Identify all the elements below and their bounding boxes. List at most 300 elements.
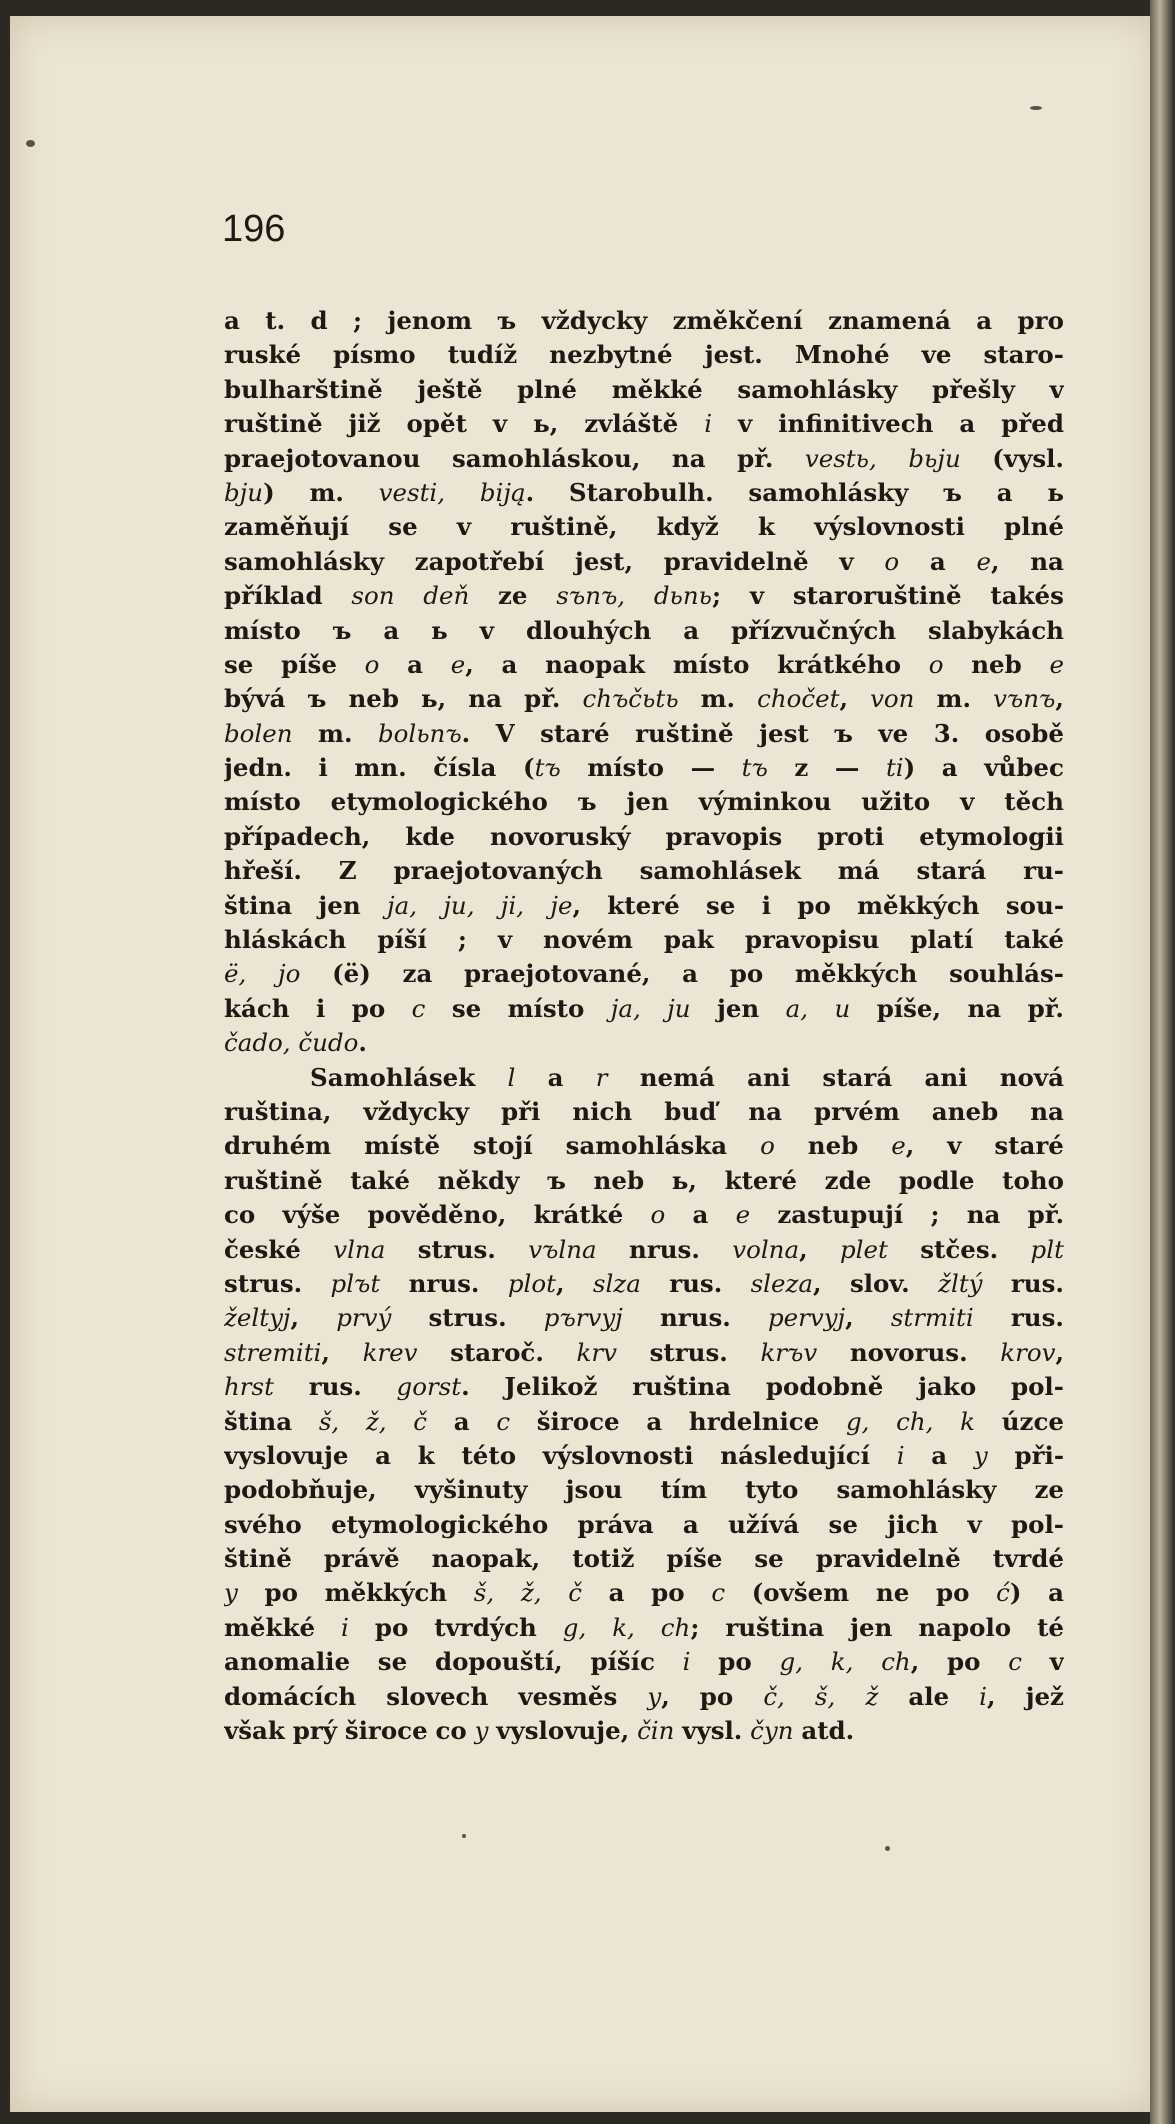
word: domácích [224,1681,357,1711]
word: etymologického [330,787,548,817]
word: vysl. [682,1716,743,1746]
word: ch; [660,1612,700,1642]
word: etymologického [331,1509,549,1539]
word: měkkých [324,1578,448,1608]
word: nezbytné [549,340,673,370]
word: na [967,993,1002,1023]
text-line [224,1026,1064,1060]
word: měkkých [794,959,918,989]
word: nrus. [408,1268,480,1298]
word: sъnъ, [556,581,626,611]
word: pol- [1011,1509,1064,1539]
word: ž, [365,1406,387,1436]
text-line [224,1405,1064,1439]
word: k [417,1440,435,1470]
text-line [224,579,1064,613]
word: stará [916,856,987,886]
text-line [224,1680,1064,1714]
word: úzce [1001,1406,1064,1436]
word: k [960,1406,976,1436]
word: písmo [333,340,416,370]
word: jsou [565,1475,623,1505]
word: přešly [932,374,1015,404]
word: plot, [507,1268,565,1298]
word: staré [994,1131,1064,1161]
text-line [224,1301,1064,1335]
word: o [760,1131,775,1161]
text-line [224,1439,1064,1473]
text-line [224,648,1064,682]
word: samohláska [565,1131,728,1161]
word: o [650,1200,666,1230]
word: staroruštině [792,581,962,611]
word: anomalie [224,1647,351,1677]
word: jen [850,1612,893,1642]
word: široce [536,1406,620,1436]
word: ; [457,925,467,955]
word: u [834,993,851,1023]
word: č [413,1406,428,1436]
word: místo [507,993,585,1023]
text-line [224,1336,1064,1370]
word: slov. [849,1268,910,1298]
word: naopak, [431,1544,541,1574]
word: ; [930,1200,940,1230]
word: při [501,1096,541,1126]
word: — [690,753,716,783]
word: kách [224,993,290,1023]
word: m. [936,684,971,714]
word: hrdelnice [688,1406,820,1436]
text-line [224,1267,1064,1301]
word: pravidelně [815,1544,961,1574]
word: prvý [336,1303,392,1333]
text-line [224,338,1064,372]
word: v [479,615,494,645]
word: strus. [649,1337,728,1367]
word: na [468,684,502,714]
word: ruština, [224,1096,332,1126]
word: krov, [1000,1337,1064,1367]
word: ština [224,890,293,920]
word: plné [517,374,578,404]
word: ruštině, [510,512,618,542]
word: ja, [387,890,417,920]
word: y [474,1716,489,1746]
word: a [224,306,240,335]
word: ch, [896,1406,934,1436]
word: (tъ [522,753,561,783]
word: místě [364,1131,441,1161]
word: pol- [1010,1372,1064,1402]
word: Starobulh. [568,477,714,507]
word: výše [282,1200,341,1230]
word: plъt [330,1268,381,1298]
word: ani [924,1062,968,1092]
word: př. [1027,1200,1064,1230]
word: české [224,1234,301,1264]
text-line [224,785,1064,819]
word: pak [663,925,714,955]
word: vůbec [984,753,1064,783]
word: samohlásky [224,546,384,576]
word: plt [1030,1234,1064,1264]
word: biją. [479,477,535,507]
word: dьnь; [653,581,722,611]
word: ъ [577,787,597,817]
word: novoruský [490,821,631,851]
text-line [224,510,1064,544]
word: jen [626,787,669,817]
word: místo [672,649,750,679]
word: co [435,1716,467,1746]
word: samohlásek [639,856,801,886]
word: t. [265,306,286,335]
word: g, [779,1647,804,1677]
word: čudo. [298,1028,367,1058]
word: př. [1027,993,1064,1023]
word: plné [1004,512,1064,542]
word: takés [990,581,1064,611]
word: přízvučných [731,615,897,645]
word: ; [353,306,363,335]
word: e, [976,546,1000,576]
word: zaměňují [224,512,350,542]
word: (vysl. [992,443,1064,473]
word: a [608,1578,625,1608]
word: bolen [224,718,293,748]
word: ština [224,1406,293,1436]
word: m. [700,684,736,714]
word: podle [898,1165,975,1195]
text-line [224,476,1064,510]
text-line [224,717,1064,751]
word: se [224,649,254,679]
word: samohlásky [748,477,909,507]
word: š, [814,1681,836,1711]
word: na [671,443,706,473]
text-line [224,1233,1064,1267]
word: krъv [760,1337,818,1367]
word: čísla [433,753,497,783]
word: se [377,1647,408,1677]
text-line [224,1095,1064,1129]
text-line [224,854,1064,888]
word: vždycky [363,1096,470,1126]
word: strus. [428,1303,507,1333]
word: po [699,1681,734,1711]
word: zapotřebí [414,546,545,576]
text-line [224,1129,1064,1163]
word: a [682,1509,699,1539]
word: e, [450,649,474,679]
word: ё, [224,959,247,989]
word: (ovšem [751,1578,850,1608]
word: tvrdých [434,1612,537,1642]
word: pro [1017,306,1064,335]
word: které [724,1165,797,1195]
word: pervyj, [767,1303,854,1333]
word: ještě [417,374,483,404]
word: vъlna [528,1234,597,1264]
word: opět [406,409,467,439]
word: hrst [224,1372,274,1402]
word: výslovnosti [542,1440,694,1470]
word: po [718,1647,752,1677]
word: volna, [732,1234,808,1264]
word: Z [338,856,357,886]
word: š, [318,1406,340,1436]
word: na [1030,546,1064,576]
word: za [402,959,433,989]
word: v [960,787,975,817]
text-line [224,820,1064,854]
word: ru- [1023,856,1064,886]
word: ruština [632,1372,732,1402]
word: po [374,1612,409,1642]
word: neb [807,1131,859,1161]
word: místo [224,615,301,645]
word: i [341,1612,349,1642]
word: ъ [332,615,352,645]
word: podobně [765,1372,884,1402]
word: i [318,753,328,783]
word: jest, [574,546,634,576]
word: při- [1014,1440,1064,1470]
word: a [682,959,699,989]
word: stará [822,1062,893,1092]
word: y [224,1578,238,1608]
word: se [706,890,736,920]
word: staro- [983,340,1064,370]
word: po [935,1578,970,1608]
word: následující [720,1440,870,1470]
word: i [896,1440,905,1470]
word: ć) [996,1578,1022,1608]
word: strus. [417,1234,496,1264]
ink-speck [885,1846,890,1851]
word: y [973,1440,988,1470]
word: son [351,581,395,611]
word: ъ [547,1165,566,1195]
word: na [966,1200,1001,1230]
text-line [224,923,1064,957]
word: bývá [224,684,286,714]
word: žltý [938,1268,983,1298]
word: se [388,512,418,542]
word: samohlásky [737,374,898,404]
word: jest [759,718,809,748]
word: v [749,581,765,611]
word: 3. [933,718,960,748]
word: bju) [224,477,275,507]
word: pravidelně [663,546,809,576]
word: a [383,615,400,645]
word: sou- [1005,890,1064,920]
word: infinitivech [778,409,934,439]
word: také [350,1165,410,1195]
text-line [224,1061,1064,1095]
word: píše [666,1544,723,1574]
word: ch, [881,1647,920,1677]
word: želtyj, [224,1303,300,1333]
word: v [947,1131,962,1161]
word: výslovnosti [814,512,965,542]
word: praejotovanou [224,443,421,473]
word: mn. [354,753,407,783]
word: hřeší. [224,856,302,886]
word: jest. [704,340,763,370]
word: pověděno, [367,1200,507,1230]
word: a [996,477,1013,507]
word: nrus. [629,1234,700,1264]
word: ь [1047,477,1064,507]
word: zastupují [777,1200,904,1230]
word: tvrdé [992,1544,1064,1574]
text-line [224,992,1064,1026]
word: užito [861,787,931,817]
word: jo [278,959,301,989]
word: a [931,1440,948,1470]
word: ne [875,1578,910,1608]
word: chъčьtь [582,684,679,714]
word: a [407,649,424,679]
word: a [547,1062,564,1092]
word: jež [1025,1681,1064,1711]
word: pravopis [665,821,783,851]
word: samohláskou, [451,443,641,473]
word: jich [887,1509,939,1539]
word: ve [921,340,952,370]
text-line [224,1370,1064,1404]
word: čyn [750,1716,794,1746]
word: znamená [828,306,951,335]
word: nová [999,1062,1064,1092]
word: tyto [745,1475,799,1505]
word: c [496,1406,511,1436]
word: a [501,649,518,679]
word: a [375,1440,392,1470]
word: g, [562,1612,587,1642]
word: vlna [333,1234,386,1264]
word: v [967,1509,982,1539]
word: ž [865,1681,879,1711]
word: vyslovuje [224,1440,349,1470]
word: neb [593,1165,645,1195]
word: nemá [639,1062,715,1092]
word: c [1008,1647,1022,1677]
word: e, [891,1131,915,1161]
text-line [224,407,1064,441]
word: chočet, [757,684,849,714]
word: právě [323,1544,400,1574]
word: vždycky [541,306,648,335]
word: m. [318,718,353,748]
text-line [224,957,1064,991]
word: zde [824,1165,872,1195]
word: praejotované, [464,959,651,989]
word: měkké [224,1612,316,1642]
word: ju, [443,890,475,920]
word: staroč. [450,1337,544,1367]
word: těch [1004,787,1064,817]
word: ь, [421,684,447,714]
word: toho [1002,1165,1064,1195]
word: tъ [741,753,768,783]
word: i, [979,1681,996,1711]
word: které [607,890,680,920]
text-line [224,889,1064,923]
word: zvláště [584,409,679,439]
word: kde [405,821,456,851]
word: i [704,409,713,439]
word: napolo [918,1612,1012,1642]
word: ъ [834,718,853,748]
word: ze [498,581,528,611]
text-line [224,1576,1064,1610]
word: vesměs [518,1681,618,1711]
word: ь, [671,1165,697,1195]
word: již [348,409,381,439]
word: pъrvyj [543,1303,623,1333]
word: štině [224,1544,292,1574]
word: totiž [572,1544,635,1574]
word: rus. [308,1372,362,1402]
text-line [224,1473,1064,1507]
word: sleza, [750,1268,822,1298]
word: hláskách [224,925,347,955]
text-line [224,1645,1064,1679]
text-line [224,1542,1064,1576]
word: stčes. [920,1234,999,1264]
word: po [729,959,764,989]
word: změkčení [672,306,803,335]
word: píší [377,925,427,955]
word: však [224,1716,285,1746]
word: na [1030,1096,1064,1126]
word: po [264,1578,298,1608]
word: vъnъ, [993,684,1064,714]
word: etymologii [919,821,1064,851]
word: neb [348,684,399,714]
word: jen [716,993,760,1023]
word: příklad [224,581,323,611]
word: vyšinuty [414,1475,528,1505]
word: i [682,1647,691,1677]
word: osobě [984,718,1064,748]
word: r [595,1062,608,1092]
text-line [224,1714,1064,1748]
word: a [1048,1578,1064,1608]
word: ani [747,1062,791,1092]
word: vesti, [378,477,446,507]
body-text [224,304,1064,1748]
word: vestь, [804,443,877,473]
word: po [651,1578,685,1608]
text-line [224,1611,1064,1645]
word: ti) [885,753,916,783]
word: této [461,1440,517,1470]
word: a [941,753,958,783]
word: a [959,409,976,439]
word: v [497,925,513,955]
word: o [884,546,900,576]
word: nrus. [659,1303,731,1333]
word: se [451,993,482,1023]
word: pravopisu [744,925,880,955]
word: po [947,1647,981,1677]
word: platí [910,925,974,955]
